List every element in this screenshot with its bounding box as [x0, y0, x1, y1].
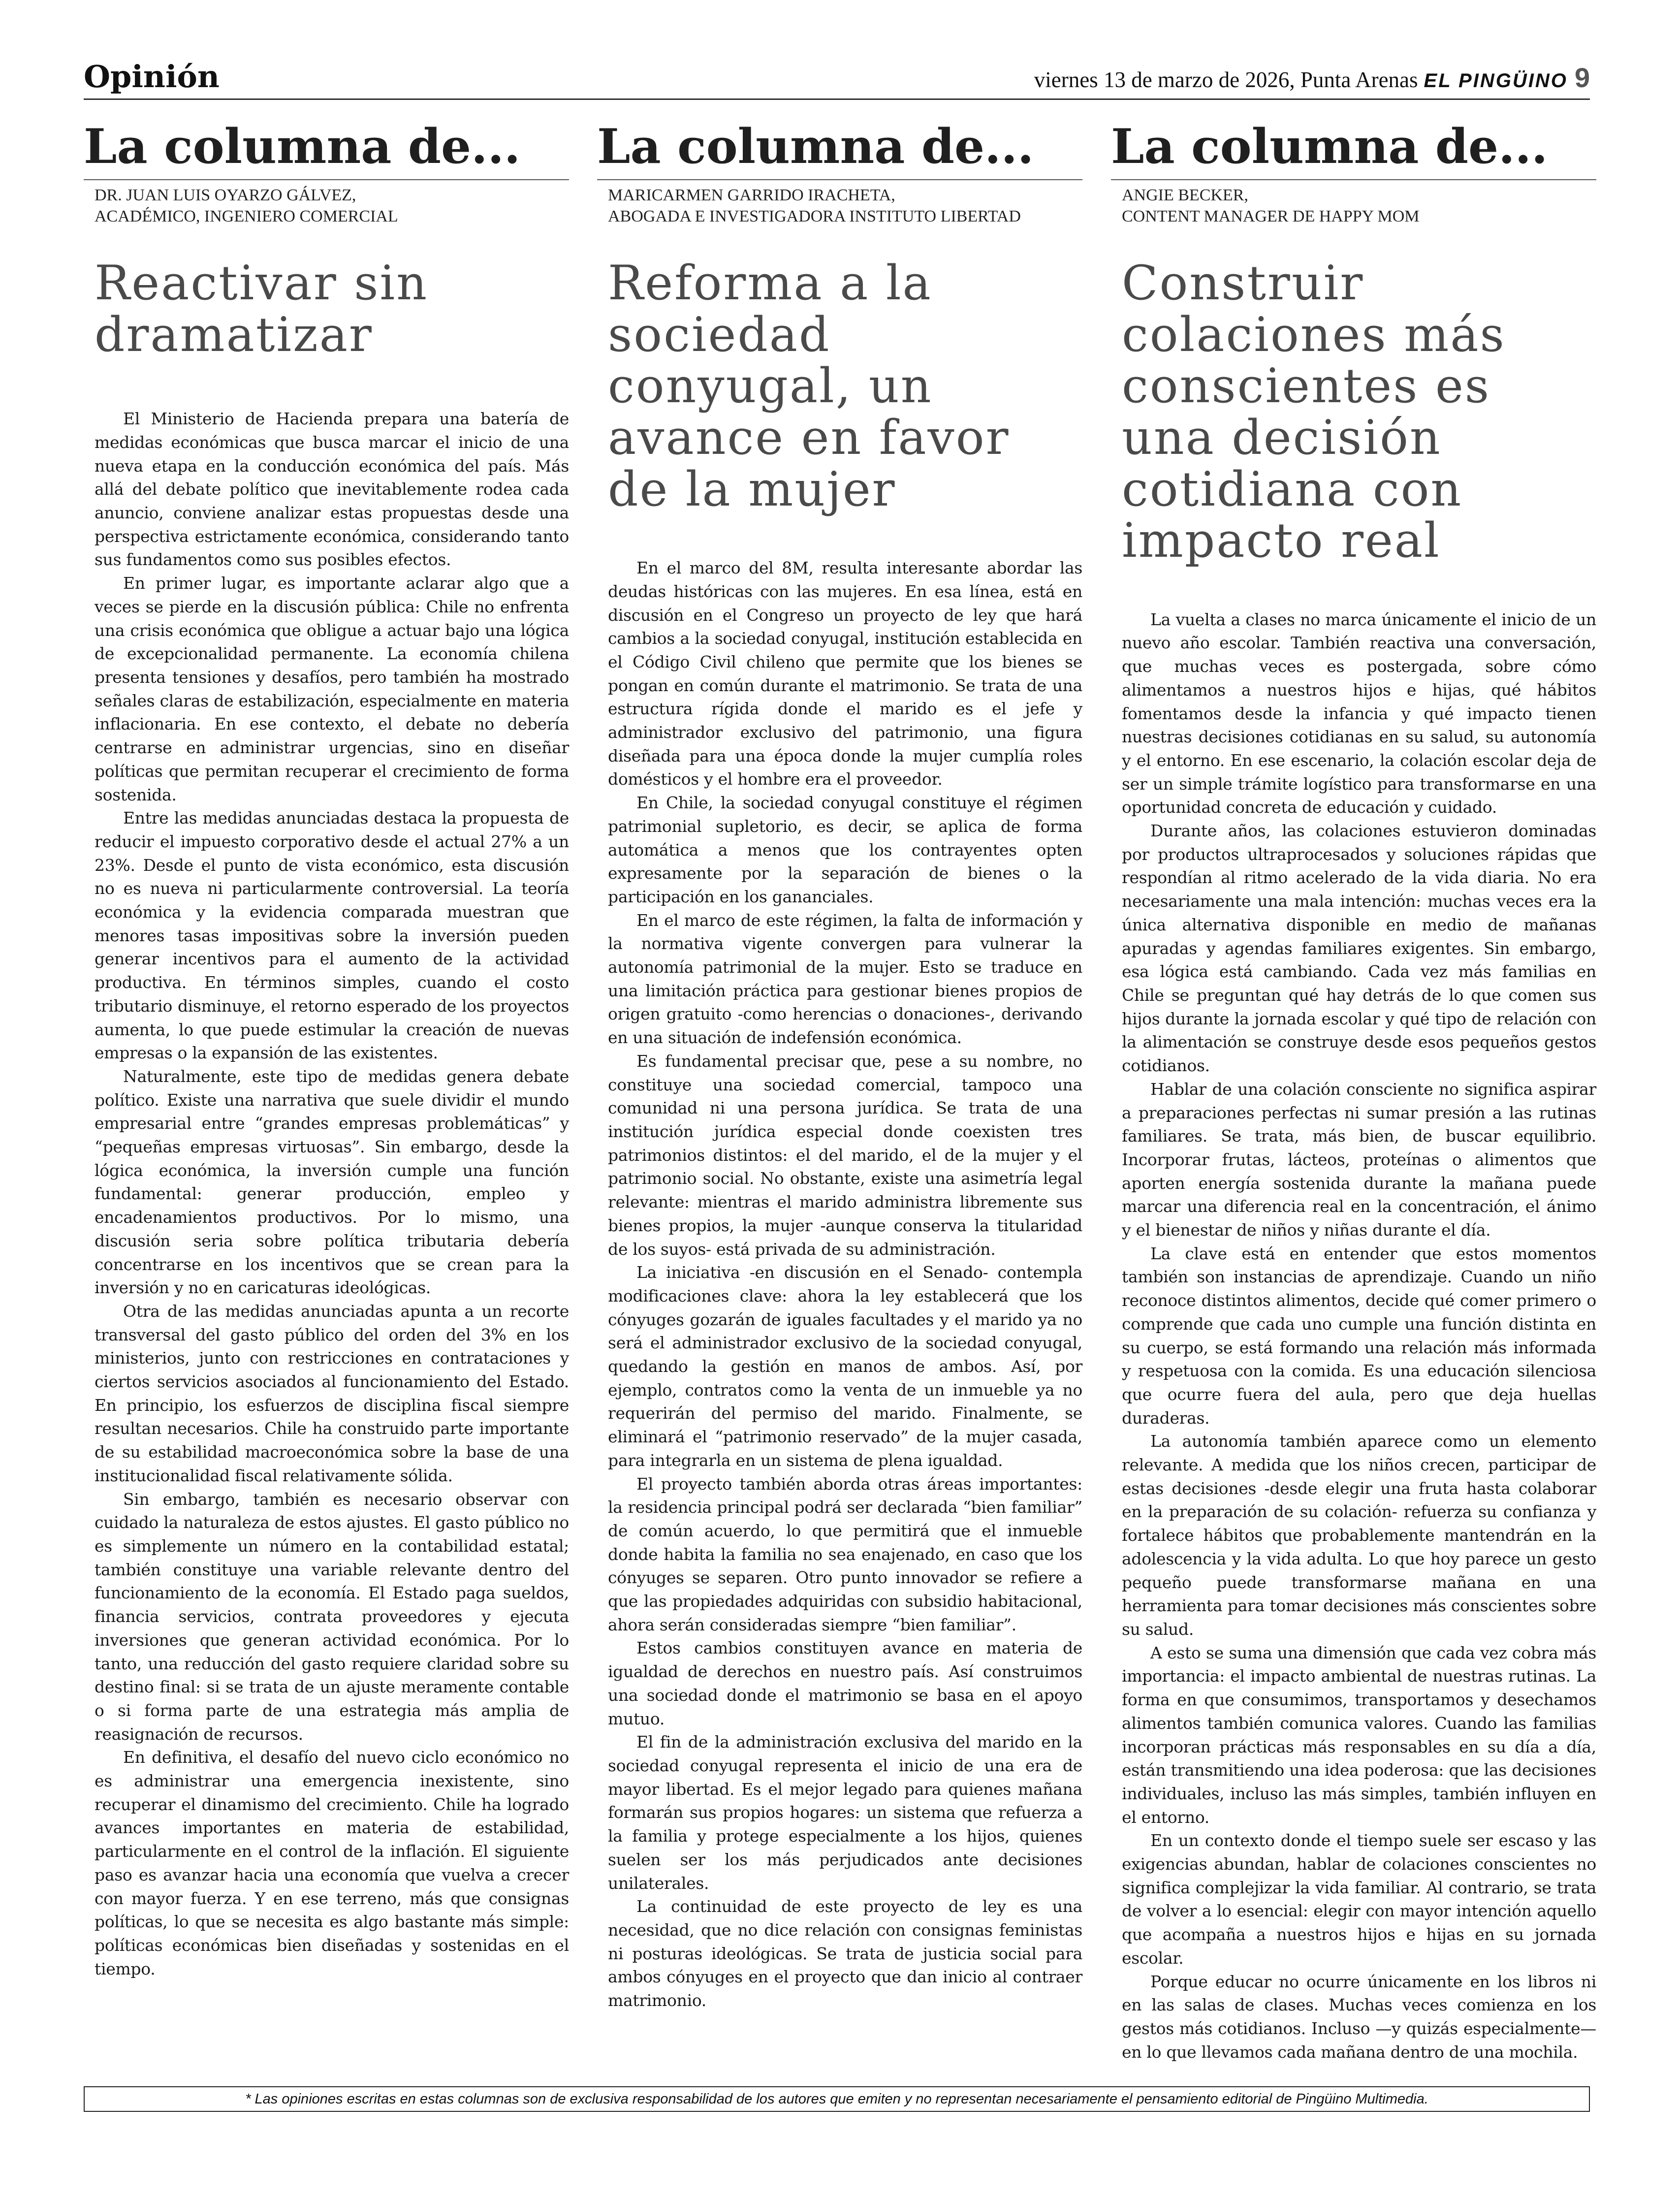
paragraph: En primer lugar, es importante aclarar algo que a veces se pierde en la discusión pública: Chile no enfrenta una crisis económica que obligue a actuar bajo una lógica de excepcionalidad permanente. La economía chilena presenta tensiones y desafíos, pero también ha mostrado señales claras de estabilización, especialmente en materia inflacionaria. En ese contexto, el debate no debería centrarse en administrar urgencias, sino en diseñar políticas que permitan recuperar el crecimiento de forma sostenida.	[95, 573, 569, 804]
article-body	[608, 556, 1082, 2012]
paragraph: Estos cambios constituyen avance en materia de igualdad de derechos en nuestro país. Así construimos una sociedad donde el matrimonio se basa en el apoyo mutuo.	[608, 1638, 1082, 1728]
article-body	[1122, 608, 1596, 2064]
author-name: MARICARMEN GARRIDO IRACHETA,	[608, 186, 895, 204]
paragraph: Entre las medidas anunciadas destaca la propuesta de reducir el impuesto corporativo desde el actual 27% a un 23%. Desde el punto de vista económico, esta discusión no es nueva ni particularmente controversial. La teoría económica y la evidencia comparada muestran que menores tasas impositivas sobre la inversión pueden generar incentivos para el aumento de la actividad productiva. En términos simples, cuando el costo tributario disminuye, el retorno esperado de los proyectos aumenta, lo que puede estimular la creación de nuevas empresas o la expansión de las existentes.	[95, 808, 569, 1063]
author-role: CONTENT MANAGER DE HAPPY MOM	[1122, 207, 1420, 225]
paragraph: Durante años, las colaciones estuvieron dominadas por productos ultraprocesados y soluciones rápidas que respondían al ritmo acelerado de la vida diaria. No era necesariamente una mala intención: muchas veces era la única alternativa disponible en medio de mañanas apuradas y agendas familiares exigentes. Sin embargo, esa lógica está cambiando. Cada vez más familias en Chile se preguntan qué hay detrás de lo que comen sus hijos durante la jornada escolar y qué tipo de relación con la alimentación se construye desde esos pequeños gestos cotidianos.	[1122, 821, 1596, 1076]
paragraph: En el marco de este régimen, la falta de información y la normativa vigente convergen para vulnerar la autonomía patrimonial de la mujer. Esto se traduce en una limitación práctica para gestionar bienes propios de origen gratuito -como herencias o donaciones-, derivando en una situación de indefensión económica.	[608, 910, 1082, 1048]
author-name: DR. JUAN LUIS OYARZO GÁLVEZ,	[95, 186, 356, 204]
article-body	[95, 407, 569, 1980]
section-name: Opinión	[84, 59, 220, 95]
page-header	[84, 58, 1590, 100]
paragraph: Porque educar no ocurre únicamente en los libros ni en las salas de clases. Muchas veces comienza en los gestos más cotidianos. Incluso —y quizás especialmente— en lo que llevamos cada mañana dentro de una mochila.	[1122, 1972, 1596, 2062]
paragraph: En Chile, la sociedad conyugal constituye el régimen patrimonial supletorio, es decir, se aplica de forma automática a menos que los contrayentes opten expresamente por la separación de bienes o la participación en los gananciales.	[608, 793, 1082, 906]
publication-date: viernes 13 de marzo de 2026, Punta Arenas	[1034, 67, 1418, 92]
dateline	[1034, 62, 1590, 94]
paragraph: En definitiva, el desafío del nuevo ciclo económico no es administrar una emergencia inexistente, sino recuperar el dinamismo del crecimiento. Chile ha logrado avances importantes en materia de estabilidad, particularmente en el control de la inflación. El siguiente paso es avanzar hacia una economía que vuelva a crecer con mayor fuerza. Y en ese terreno, más que consignas políticas, lo que se necesita es algo bastante más simple: políticas económicas bien diseñadas y sostenidas en el tiempo.	[95, 1748, 569, 1978]
paragraph: Hablar de una colación consciente no significa aspirar a preparaciones perfectas ni sumar presión a las rutinas familiares. Se trata, más bien, de buscar equilibrio. Incorporar frutas, lácteos, proteínas o alimentos que aporten energía sostenida durante la mañana puede marcar una diferencia real en la concentración, el ánimo y el bienestar de niños y niñas durante el día.	[1122, 1079, 1596, 1240]
byline	[597, 185, 1082, 227]
page-number: 9	[1574, 62, 1590, 93]
paragraph: La continuidad de este proyecto de ley es una necesidad, que no dice relación con consignas feministas ni posturas ideológicas. Se trata de justicia social para ambos cónyuges en el proyecto que dan inicio al contraer matrimonio.	[608, 1897, 1082, 2010]
paragraph: A esto se suma una dimensión que cada vez cobra más importancia: el impacto ambiental de nuestras rutinas. La forma en que consumimos, transportamos y desechamos alimentos también comunica valores. Cuando las familias incorporan prácticas más responsables en su día a día, están transmitiendo una idea poderosa: que las decisiones individuales, incluso las más simples, también influyen en el entorno.	[1122, 1643, 1596, 1827]
article-headline: Reactivar sin dramatizar	[95, 255, 429, 362]
column-label: La columna de...	[597, 123, 1082, 180]
paragraph: En el marco del 8M, resulta interesante abordar las deudas históricas con las mujeres. En esa línea, está en discusión en el Congreso un proyecto de ley que hará cambios a la sociedad conyugal, institución establecida en el Código Civil chileno que permite que los bienes se pongan en común durante el matrimonio. Se trata de una estructura rígida donde el marido es el jefe y administrador exclusivo del patrimonio, una figura diseñada para una época donde la mujer cumplía roles domésticos y el hombre era el proveedor.	[608, 558, 1082, 789]
paragraph: La vuelta a clases no marca únicamente el inicio de un nuevo año escolar. También reactiva una conversación, que muchas veces es postergada, sobre cómo alimentamos a nuestros hijos e hijas, qué hábitos fomentamos desde la infancia y qué impacto tienen nuestras decisiones cotidianas en su salud, su autonomía y el entorno. En ese escenario, la colación escolar deja de ser un simple trámite logístico para transformarse en una oportunidad concreta de educación y cuidado.	[1122, 609, 1596, 817]
column-label: La columna de...	[1111, 123, 1596, 180]
paragraph: Naturalmente, este tipo de medidas genera debate político. Existe una narrativa que suele dividir el mundo empresarial entre “grandes empresas problemáticas” y “pequeñas empresas virtuosas”. Sin embargo, desde la lógica económica, la inversión cumple una función fundamental: generar producción, empleo y encadenamientos productivos. Por lo mismo, una discusión seria sobre política tributaria debería concentrarse en los incentivos que se crean para la inversión y no en caricaturas ideológicas.	[95, 1066, 569, 1298]
author-role: ABOGADA E INVESTIGADORA INSTITUTO LIBERTAD	[608, 207, 1021, 225]
opinion-column-2	[597, 119, 1082, 2012]
paragraph: En un contexto donde el tiempo suele ser escaso y las exigencias abundan, hablar de colaciones conscientes no significa complejizar la vida familiar. Al contrario, se trata de volver a lo esencial: elegir con mayor intención aquello que acompaña a nuestros hijos e hijas en su jornada escolar.	[1122, 1831, 1596, 1968]
paragraph: Es fundamental precisar que, pese a su nombre, no constituye una sociedad comercial, tampoco una comunidad ni una persona jurídica. Se trata de una institución jurídica especial donde coexisten tres patrimonios distintos: el del marido, el de la mujer y el patrimonio social. No obstante, existe una asimetría legal relevante: mientras el marido administra libremente sus bienes propios, la mujer -aunque conserva la titularidad de los suyos- está privada de su administración.	[608, 1051, 1082, 1259]
byline	[84, 185, 569, 227]
paragraph: El fin de la administración exclusiva del marido en la sociedad conyugal representa el inicio de una era de mayor libertad. Es el mejor legado para quienes mañana formarán sus propios hogares: un sistema que refuerza a la familia y protege especialmente a los hijos, quienes suelen ser los más perjudicados ante decisiones unilaterales.	[608, 1732, 1082, 1893]
article-headline: Construir colaciones más conscientes es una decisión cotidiana con impacto real	[1122, 255, 1506, 569]
article-headline: Reforma a la sociedad conyugal, un avance en favor de la mujer	[608, 255, 1010, 517]
byline	[1111, 185, 1596, 227]
paragraph: El proyecto también aborda otras áreas importantes: la residencia principal podrá ser declarada “bien familiar” de común acuerdo, lo que permitirá que el inmueble donde habita la familia no sea enajenado, en caso que los cónyuges se separen. Otro punto innovador se refiere a que las propiedades adquiridas con subsidio habitacional, ahora serán consideradas siempre “bien familiar”.	[608, 1474, 1082, 1634]
paragraph: La clave está en entender que estos momentos también son instancias de aprendizaje. Cuando un niño reconoce distintos alimentos, decide qué comer primero o comprende que cada uno cumple una función distinta en su cuerpo, se está formando una relación más informada y respetuosa con la comida. Es una educación silenciosa que ocurre fuera del aula, pero que deja huellas duraderas.	[1122, 1243, 1596, 1428]
opinion-column-1	[84, 119, 569, 1980]
author-role: ACADÉMICO, INGENIERO COMERCIAL	[95, 207, 398, 225]
paragraph: El Ministerio de Hacienda prepara una batería de medidas económicas que busca marcar el inicio de una nueva etapa en la conducción económica del país. Más allá del debate político que inevitablemente rodea cada anuncio, conviene analizar estas propuestas desde una perspectiva estrictamente económica, considerando tanto sus fundamentos como sus posibles efectos.	[95, 409, 569, 570]
author-name: ANGIE BECKER,	[1122, 186, 1248, 204]
paragraph: La autonomía también aparece como un elemento relevante. A medida que los niños crecen, participar de estas decisiones -desde elegir una fruta hasta colaborar en la preparación de su colación- refuerza su confianza y fortalece hábitos que probablemente mantendrán en la adolescencia y la vida adulta. Lo que hoy parece un gesto pequeño puede transformarse mañana en una herramienta para tomar decisiones más conscientes sobre su salud.	[1122, 1432, 1596, 1639]
opinion-column-3	[1111, 119, 1596, 2064]
paragraph: La iniciativa -en discusión en el Senado- contempla modificaciones clave: ahora la ley establecerá que los cónyuges gozarán de iguales facultades y el marido ya no será el administrador exclusivo de la sociedad conyugal, quedando la gestión en manos de ambos. Así, por ejemplo, contratos como la venta de un inmueble ya no requerirán del permiso del marido. Finalmente, se eliminará el “patrimonio reservado” de la mujer casada, para integrarla en un sistema de plena igualdad.	[608, 1263, 1082, 1470]
paragraph: Sin embargo, también es necesario observar con cuidado la naturaleza de estos ajustes. El gasto público no es simplemente un número en la contabilidad estatal; también constituye una variable relevante dentro del funcionamiento de la economía. El Estado paga sueldos, financia servicios, contrata proveedores y ejecuta inversiones que generan actividad económica. Por lo tanto, una reducción del gasto requiere claridad sobre su destino final: si se trata de un ajuste meramente contable o si forma parte de una estrategia más amplia de reasignación de recursos.	[95, 1489, 569, 1744]
paragraph: Otra de las medidas anunciadas apunta a un recorte transversal del gasto público del orden del 3% en los ministerios, junto con restricciones en contrataciones y ciertos servicios asociados al funcionamiento del Estado. En principio, los esfuerzos de disciplina fiscal siempre resultan necesarios. Chile ha construido parte importante de su estabilidad macroeconómica sobre la base de una institucionalidad fiscal relativamente sólida.	[95, 1301, 569, 1485]
newspaper-name: EL PINGÜINO	[1424, 70, 1568, 92]
disclaimer-footnote: * Las opiniones escritas en estas columnas son de exclusiva responsabilidad de los autores que emiten y no representan necesariamente el pensamiento editorial de Pingüino Multimedia.	[84, 2086, 1590, 2112]
column-label: La columna de...	[84, 123, 569, 180]
